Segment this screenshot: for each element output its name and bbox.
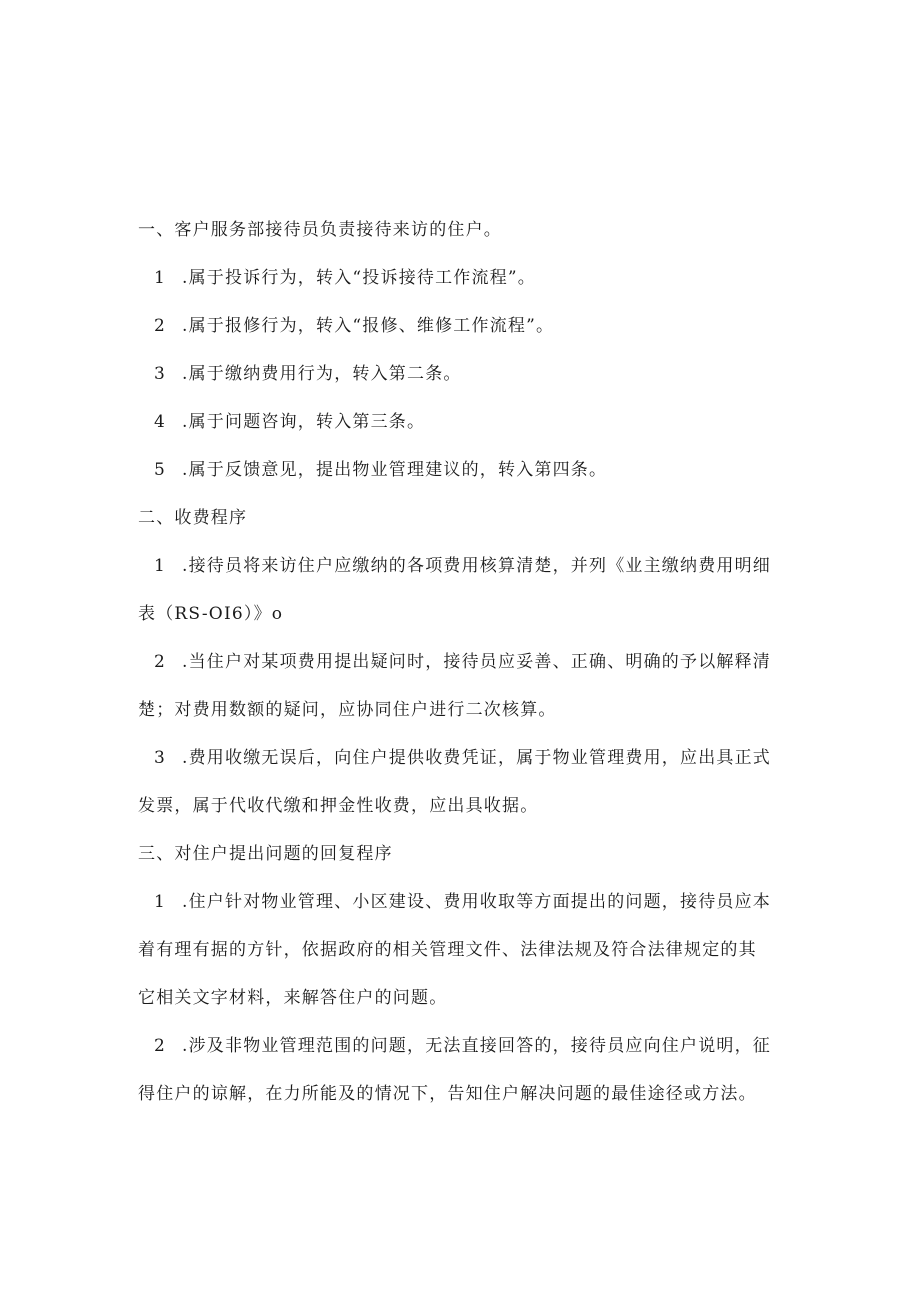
item-text: .属于投诉行为，转入“投诉接待工作流程”。 bbox=[182, 268, 536, 288]
list-item bbox=[138, 312, 778, 340]
list-item bbox=[138, 744, 778, 820]
item-number: 5 bbox=[154, 460, 167, 480]
item-text: .属于问题咨询，转入第三条。 bbox=[182, 412, 426, 432]
list-item bbox=[138, 408, 778, 436]
list-item bbox=[138, 456, 778, 484]
item-text: .属于反馈意见，提出物业管理建议的，转入第四条。 bbox=[182, 460, 608, 480]
item-number: 1 bbox=[154, 268, 167, 288]
item-number: 3 bbox=[154, 364, 167, 384]
item-number: 4 bbox=[154, 412, 167, 432]
list-item bbox=[138, 264, 778, 292]
item-number: 2 bbox=[154, 316, 167, 336]
item-text: .属于报修行为，转入“报修、维修工作流程”。 bbox=[182, 316, 555, 336]
item-text-continuation: 楚；对费用数额的疑问，应协同住户进行二次核算。 bbox=[138, 700, 557, 720]
section-heading-3: 三、对住户提出问题的回复程序 bbox=[138, 844, 393, 864]
item-text-continuation: 发票，属于代收代缴和押金性收费，应出具收据。 bbox=[138, 796, 539, 816]
list-item bbox=[138, 360, 778, 388]
item-number: 1 bbox=[154, 892, 167, 912]
list-item bbox=[138, 552, 778, 628]
item-text: .住户针对物业管理、小区建设、费用收取等方面提出的问题，接待员应本 bbox=[182, 892, 772, 912]
item-text: .接待员将来访住户应缴纳的各项费用核算清楚，并列《业主缴纳费用明细 bbox=[182, 556, 772, 576]
item-number: 2 bbox=[154, 1036, 167, 1056]
document-body bbox=[138, 216, 778, 1128]
item-text: .属于缴纳费用行为，转入第二条。 bbox=[182, 364, 462, 384]
list-item bbox=[138, 648, 778, 724]
item-number: 1 bbox=[154, 556, 167, 576]
item-number: 2 bbox=[154, 652, 167, 672]
list-item bbox=[138, 888, 778, 1012]
item-text-continuation: 着有理有据的方针，依据政府的相关管理文件、法律法规及符合法律规定的其 bbox=[138, 940, 757, 960]
item-text: .当住户对某项费用提出疑问时，接待员应妥善、正确、明确的予以解释清 bbox=[182, 652, 772, 672]
item-text-continuation: 得住户的谅解，在力所能及的情况下，告知住户解决问题的最佳途径或方法。 bbox=[138, 1084, 757, 1104]
item-number: 3 bbox=[154, 748, 167, 768]
list-item bbox=[138, 1032, 778, 1108]
item-text: .费用收缴无误后，向住户提供收费凭证，属于物业管理费用，应出具正式 bbox=[182, 748, 772, 768]
section-heading-2: 二、收费程序 bbox=[138, 508, 248, 528]
item-text-continuation: 它相关文字材料，来解答住户的问题。 bbox=[138, 988, 448, 1008]
item-text-continuation: 表（RS-OI6）》o bbox=[138, 604, 284, 624]
item-text: .涉及非物业管理范围的问题，无法直接回答的，接待员应向住户说明，征 bbox=[182, 1036, 772, 1056]
section-heading-1: 一、客户服务部接待员负责接待来访的住户。 bbox=[138, 220, 502, 240]
